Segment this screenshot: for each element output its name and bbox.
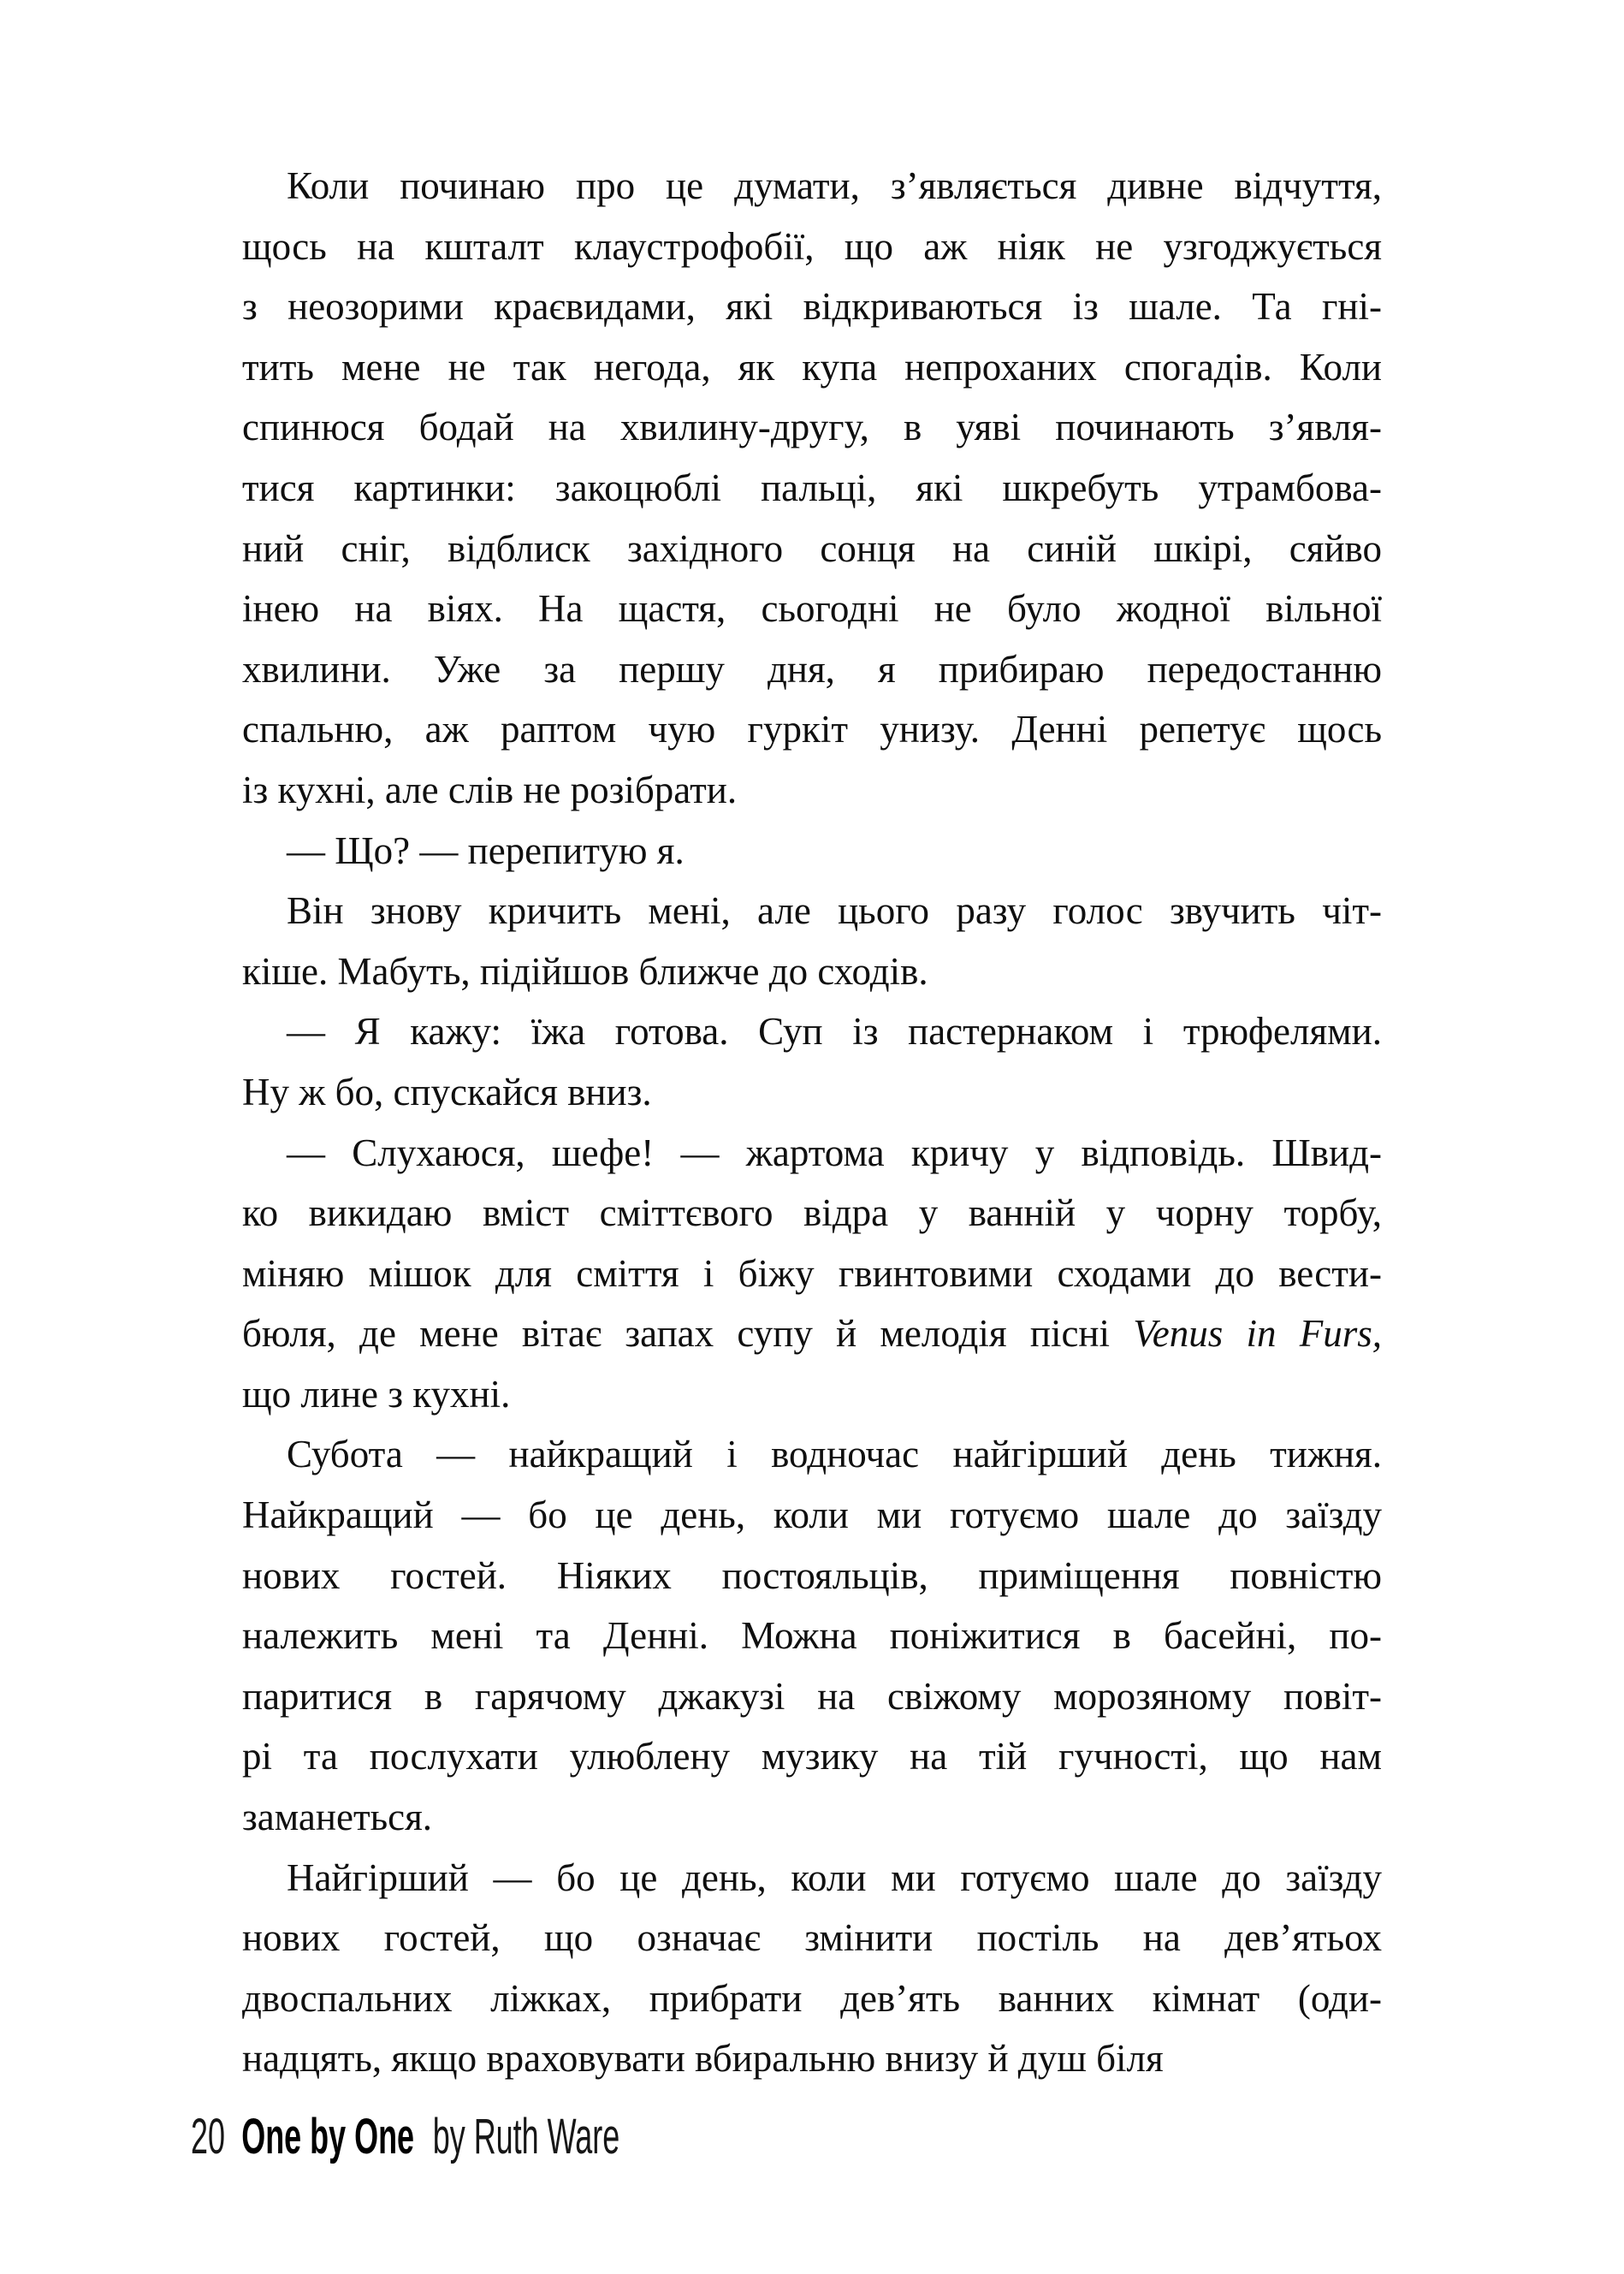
text-line <box>242 1244 1382 1304</box>
text-segment: Найкращий — бо це день, коли ми готуємо шале до заїзду <box>242 1493 1382 1537</box>
text-line <box>242 1001 1382 1062</box>
text-segment: хвилини. Уже за першу дня, я прибираю передостанню <box>242 647 1382 691</box>
text-segment: нових гостей, що означає змінити постіль на дев’ятьох <box>242 1916 1382 1960</box>
text-line <box>242 2028 1382 2089</box>
text-line <box>242 1666 1382 1727</box>
text-segment: — Що? — перепитую я. <box>287 828 685 872</box>
text-segment: рі та послухати улюблену музику на тій гучності, що нам <box>242 1735 1382 1778</box>
text-line <box>242 1848 1382 1909</box>
text-segment: ко викидаю вміст сміттєвого відра у ванній у чорну торбу, <box>242 1191 1382 1235</box>
text-segment: Коли починаю про це думати, з’являється дивне відчуття, <box>287 164 1382 207</box>
text-segment: Найгірший — бо це день, коли ми готуємо шале до заїзду <box>287 1855 1382 1899</box>
text-line <box>242 1726 1382 1787</box>
text-line <box>242 458 1382 519</box>
text-segment: спальню, аж раптом чую гуркіт унизу. Денні репетує щось <box>242 708 1382 751</box>
song-title-italic: Venus in Furs, <box>1133 1312 1382 1356</box>
book-title: One by One <box>241 2109 415 2164</box>
text-line <box>242 156 1382 217</box>
text-segment: щось на кшталт клаустрофобії, що аж ніяк не узгоджується <box>242 224 1382 268</box>
text-segment: кіше. Мабуть, підійшов ближче до сходів. <box>242 949 928 993</box>
text-line <box>242 821 1382 882</box>
text-line <box>242 639 1382 700</box>
text-line <box>242 1062 1382 1123</box>
text-segment: міняю мішок для сміття і біжу гвинтовими сходами до вести- <box>242 1251 1382 1295</box>
text-line <box>242 1364 1382 1425</box>
text-segment: Він знову кричить мені, але цього разу голос звучить чіт- <box>287 889 1382 933</box>
text-segment: тить мене не так негода, як купа непроханих спогадів. Коли <box>242 345 1382 389</box>
text-segment: двоспальних ліжках, прибрати дев’ять ванних кімнат (оди- <box>242 1976 1382 2020</box>
text-segment: паритися в гарячому джакузі на свіжому морозяному повіт- <box>242 1674 1382 1718</box>
text-segment: надцять, якщо враховувати вбиральню внизу й душ біля <box>242 2037 1164 2081</box>
text-line <box>242 1606 1382 1666</box>
text-line <box>242 1485 1382 1546</box>
text-line <box>242 397 1382 458</box>
text-segment: — Слухаюся, шефе! — жартома кричу у відповідь. Швид- <box>287 1131 1382 1174</box>
page-number: 20 <box>191 2109 225 2164</box>
text-segment: — Я кажу: їжа готова. Суп із пастернаком і трюфелями. <box>287 1010 1382 1054</box>
text-line <box>242 1908 1382 1968</box>
text-segment: спинюся бодай на хвилину-другу, в уяві починають з’явля- <box>242 406 1382 449</box>
author-byline: by Ruth Ware <box>432 2109 620 2164</box>
text-line <box>242 579 1382 639</box>
text-segment: ний сніг, відблиск західного сонця на синій шкірі, сяйво <box>242 526 1382 570</box>
text-line <box>242 941 1382 1002</box>
text-line <box>242 1787 1382 1848</box>
text-segment: Ну ж бо, спускайся вниз. <box>242 1070 652 1113</box>
text-line <box>242 519 1382 579</box>
page-footer <box>191 2109 620 2164</box>
text-segment: належить мені та Денні. Можна поніжитися в басейні, по- <box>242 1614 1382 1658</box>
text-segment: інею на віях. На щастя, сьогодні не було жодної вільної <box>242 587 1382 631</box>
text-line <box>242 1968 1382 2029</box>
text-line <box>242 699 1382 760</box>
text-segment: що лине з кухні. <box>242 1372 511 1416</box>
page-text-block <box>242 156 1382 2089</box>
text-segment: нових гостей. Ніяких постояльців, приміщення повністю <box>242 1553 1382 1597</box>
text-line <box>242 217 1382 277</box>
text-segment: із кухні, але слів не розібрати. <box>242 768 738 811</box>
text-line <box>242 1303 1382 1364</box>
text-line <box>242 760 1382 821</box>
text-line <box>242 337 1382 398</box>
text-line <box>242 1183 1382 1244</box>
text-segment: тися картинки: закоцюблі пальці, які шкребуть утрамбова- <box>242 466 1382 509</box>
text-line <box>242 881 1382 941</box>
text-line <box>242 276 1382 337</box>
text-segment: з неозорими краєвидами, які відкриваються із шале. Та гні- <box>242 285 1382 329</box>
text-segment: бюля, де мене вітає запах супу й мелодія пісні <box>242 1312 1134 1356</box>
text-segment: Субота — найкращий і водночас найгірший день тижня. <box>287 1433 1382 1476</box>
text-line <box>242 1424 1382 1485</box>
text-segment: заманеться. <box>242 1796 433 1839</box>
text-line <box>242 1123 1382 1184</box>
text-line <box>242 1546 1382 1606</box>
